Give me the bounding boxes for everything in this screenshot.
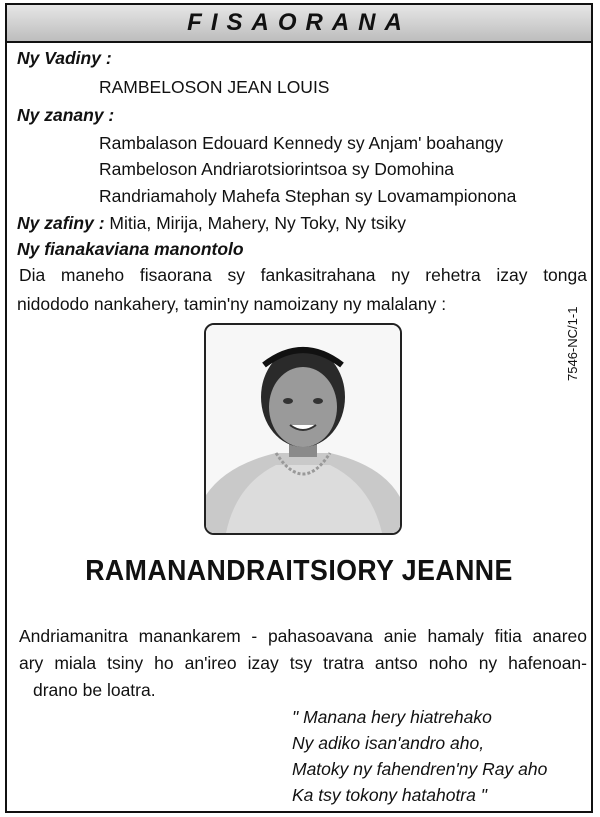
grandchildren-names: Mitia, Mirija, Mahery, Ny Toky, Ny tsiky xyxy=(109,213,406,233)
child-item: Rambalason Edouard Kennedy sy Anjam' boahangy xyxy=(99,133,504,153)
spouse-name: RAMBELOSON JEAN LOUIS xyxy=(99,77,330,97)
grandchildren-label: Ny zafiny : xyxy=(17,213,105,233)
portrait-photo xyxy=(204,323,402,535)
notice-title: FISAORANA xyxy=(187,9,411,36)
prayer-line-3: drano be loatra. xyxy=(33,680,156,700)
thanks-line-1: Dia maneho fisaorana sy fankasitrahana ny rehetra izay tonga xyxy=(19,265,587,285)
notice-frame xyxy=(5,3,593,813)
poem-line: Ny adiko isan'andro aho, xyxy=(292,733,485,753)
reference-code: 7546-NC/1-1 xyxy=(565,306,580,381)
poem-line: Ka tsy tokony hatahotra " xyxy=(292,785,487,805)
poem-line: Matoky ny fahendren'ny Ray aho xyxy=(292,759,548,779)
prayer-line-1: Andriamanitra manankarem - pahasoavana anie hamaly fitia anareo xyxy=(19,626,587,646)
header-banner xyxy=(7,5,591,43)
poem-line: " Manana hery hiatrehako xyxy=(292,707,492,727)
grandchildren-line xyxy=(17,212,406,234)
prayer-line-2: ary miala tsiny ho an'ireo izay tsy tratra antso noho ny hafenoan- xyxy=(19,653,587,673)
children-label: Ny zanany : xyxy=(17,105,115,125)
spouse-label: Ny Vadiny : xyxy=(17,48,112,68)
child-item: Rambeloson Andriarotsiorintsoa sy Domohina xyxy=(99,159,455,179)
family-label: Ny fianakaviana manontolo xyxy=(17,239,244,259)
child-item: Randriamaholy Mahefa Stephan sy Lovamampionona xyxy=(99,186,517,206)
deceased-name: RAMANANDRAITSIORY JEANNE xyxy=(85,555,513,587)
thanks-line-2: nidododo nankahery, tamin'ny namoizany ny malalany : xyxy=(17,294,447,314)
